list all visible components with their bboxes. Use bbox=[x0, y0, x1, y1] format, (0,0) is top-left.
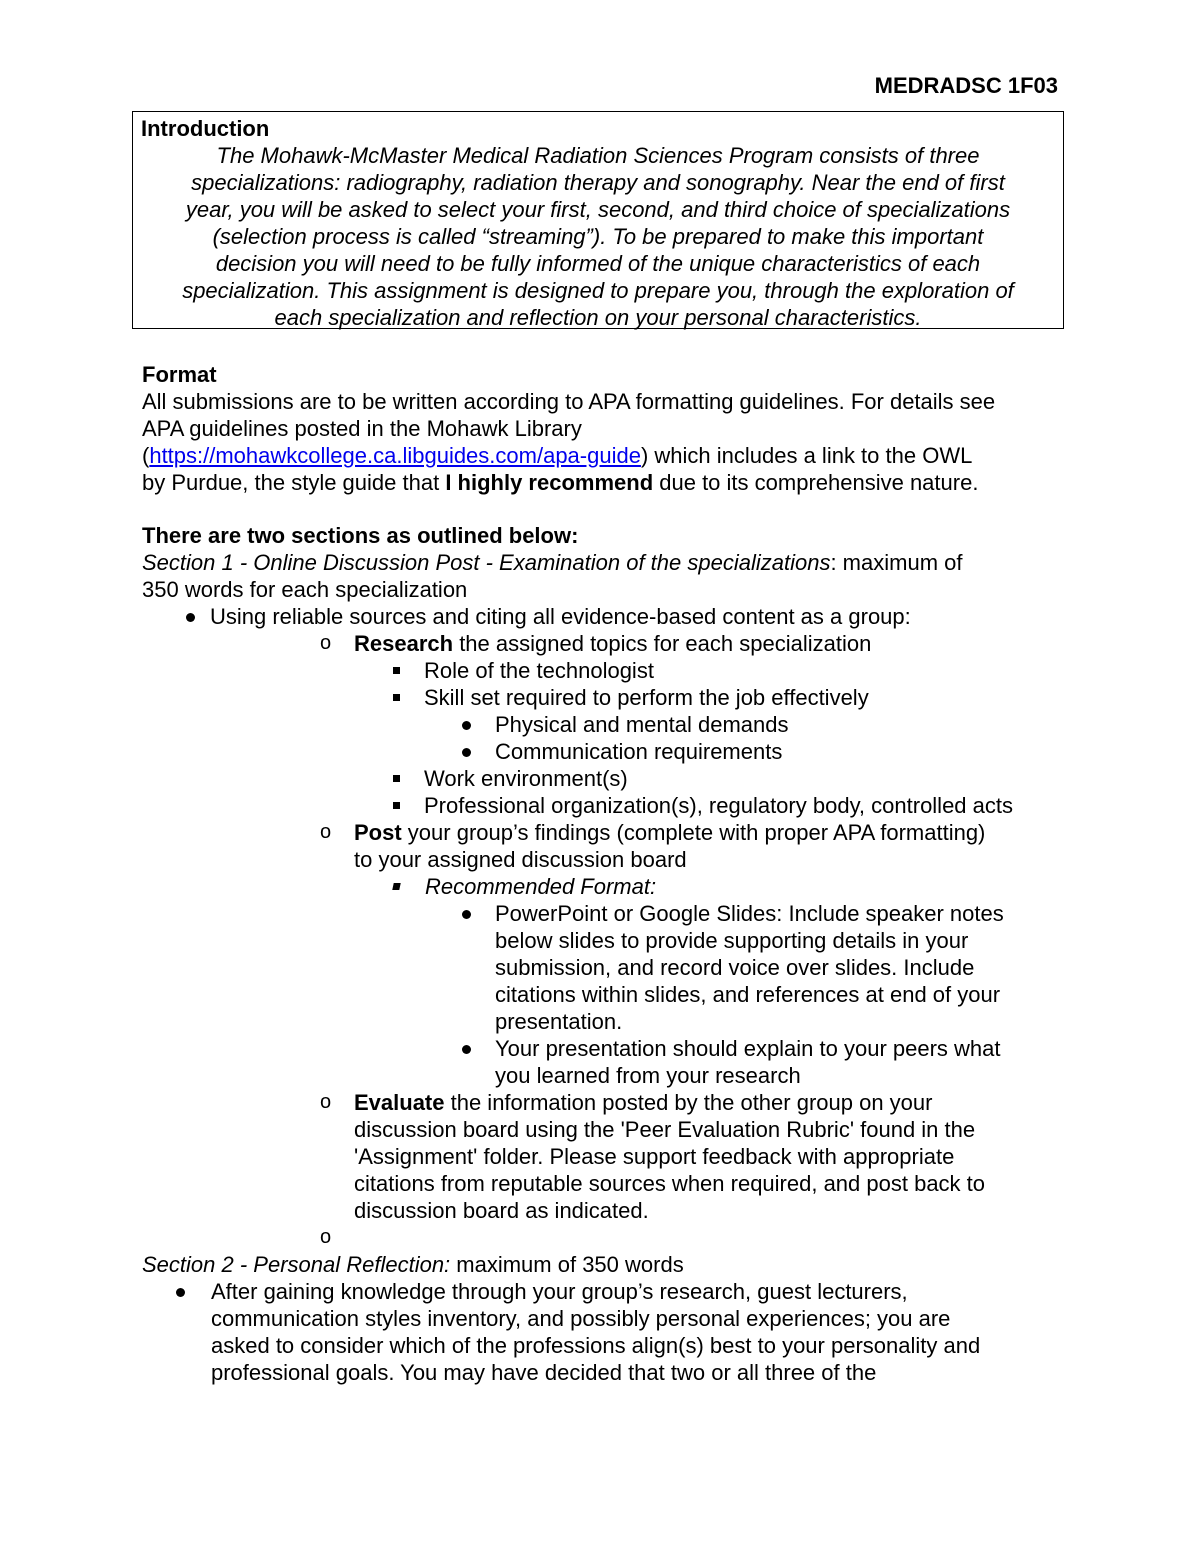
section-2-title: Section 2 - Personal Reflection: maximum of 350 words bbox=[142, 1252, 684, 1277]
square-bullet-icon bbox=[393, 775, 400, 782]
list-item: o Evaluate the information posted by the other group on your bbox=[320, 1090, 933, 1115]
list-item: o Post your group’s findings (complete with proper APA formatting) bbox=[320, 820, 986, 845]
list-item: Using reliable sources and citing all evidence-based content as a group: bbox=[142, 603, 1072, 630]
main-content: Format All submissions are to be written according to APA formatting guidelines. For details see APA guidelines posted in the Mohawk Library (https://mohawkcollege.ca.libguides.com/apa-guide) which includes a link to the OWL by Purdue, the style guide that I highly recommend due to its comprehensive nature. There are two sections as outlined below: Section 1 - Online Discussion Post - Examination of the specializations: maximum of 350 words for each specialization Using reliable sources and citing all evidence-based content as a group: o Research the assigned topics for each specialization Role of the technologist Skill set required to perform the job effectively Physical and mental demands Communication requirements Work environment(s) Professional organization(s), regulatory body, controlled acts o Post your group’s findings (complete with proper APA formatting) to your assigned discussion board Recommended Format: PowerPoint or Google Slides: Include speaker notes below slides to provide supporting details in your submission, and record voice over slides. Include citations within slides, and references at end of your presentation. Your presentation should explain to your peers what you learned from your research o Evaluate the information posted by the other group on your discussion board using the 'Peer Evaluation Rubric' found in the 'Assignment' folder. Please support feedback with appropriate citations from reputable sources when required, and post back to discussion board as indicated. o Section 2 - Personal Reflection: maximum of 350 words After gaining knowledge through your group’s research, guest lecturers, communication styles inventory, and possibly personal experiences; you are asked to consider which of the professions align(s) best to your personality and professional goals. You may have decided that two or all three of the bbox=[142, 361, 1072, 1386]
list-item: o Research the assigned topics for each specialization bbox=[320, 631, 872, 656]
bullet-icon bbox=[186, 613, 195, 622]
bullet-icon bbox=[462, 910, 471, 919]
format-line-link: (https://mohawkcollege.ca.libguides.com/apa-guide) which includes a link to the OWL bbox=[142, 443, 973, 468]
bullet-icon bbox=[176, 1288, 185, 1297]
list-item: Physical and mental demands bbox=[142, 711, 1072, 738]
square-bullet-icon bbox=[393, 802, 400, 809]
circle-bullet-icon: o bbox=[320, 821, 332, 843]
list-item: Skill set required to perform the job effectively bbox=[142, 684, 1072, 711]
intro-line: decision you will need to be fully informed of the unique characteristics of each bbox=[215, 251, 981, 276]
intro-line: year, you will be asked to select your first, second, and third choice of specializations bbox=[185, 197, 1011, 222]
bullet-icon bbox=[462, 748, 471, 757]
section-1-subtitle: 350 words for each specialization bbox=[142, 577, 468, 602]
section-1-title: Section 1 - Online Discussion Post - Examination of the specializations: maximum of bbox=[142, 550, 963, 575]
format-line: APA guidelines posted in the Mohawk Library bbox=[142, 416, 582, 441]
circle-bullet-icon: o bbox=[320, 1091, 332, 1113]
format-line: All submissions are to be written according to APA formatting guidelines. For details see bbox=[142, 389, 996, 414]
square-bullet-icon bbox=[392, 883, 400, 890]
list-item: Work environment(s) bbox=[142, 765, 1072, 792]
intro-line: specializations: radiography, radiation therapy and sonography. Near the end of first bbox=[191, 170, 1005, 195]
list-item: Recommended Format: bbox=[142, 873, 1072, 900]
introduction-heading: Introduction bbox=[141, 116, 270, 141]
square-bullet-icon bbox=[393, 694, 400, 701]
list-item: After gaining knowledge through your group’s research, guest lecturers, bbox=[142, 1278, 1072, 1305]
bullet-icon bbox=[462, 1045, 471, 1054]
list-item: Professional organization(s), regulatory body, controlled acts bbox=[142, 792, 1072, 819]
bullet-icon bbox=[462, 721, 471, 730]
circle-bullet-icon: o bbox=[320, 632, 332, 654]
course-code: MEDRADSC 1F03 bbox=[874, 73, 1058, 98]
list-item-empty bbox=[142, 1224, 1072, 1251]
list-item: Communication requirements bbox=[142, 738, 1072, 765]
list-item: Your presentation should explain to your peers what bbox=[142, 1035, 1072, 1062]
sections-heading: There are two sections as outlined below: bbox=[142, 523, 579, 548]
intro-line: each specialization and reflection on your personal characteristics. bbox=[274, 305, 922, 330]
format-line: by Purdue, the style guide that I highly recommend due to its comprehensive nature. bbox=[142, 470, 979, 495]
square-bullet-icon bbox=[393, 667, 400, 674]
apa-guide-link[interactable]: https://mohawkcollege.ca.libguides.com/apa-guide bbox=[149, 443, 641, 468]
list-item-continuation: to your assigned discussion board bbox=[354, 847, 687, 872]
format-heading: Format bbox=[142, 362, 217, 387]
introduction-box bbox=[132, 111, 1064, 329]
intro-line: specialization. This assignment is designed to prepare you, through the exploration of bbox=[182, 278, 1014, 303]
list-item: Role of the technologist bbox=[142, 657, 1072, 684]
intro-line: (selection process is called “streaming”). To be prepared to make this important bbox=[212, 224, 984, 249]
intro-line: The Mohawk-McMaster Medical Radiation Sciences Program consists of three bbox=[216, 143, 980, 168]
list-item: PowerPoint or Google Slides: Include speaker notes bbox=[142, 900, 1072, 927]
circle-bullet-icon: o bbox=[320, 1226, 332, 1248]
introduction-text bbox=[141, 142, 1055, 331]
recommend-emphasis: I highly recommend bbox=[445, 470, 654, 495]
